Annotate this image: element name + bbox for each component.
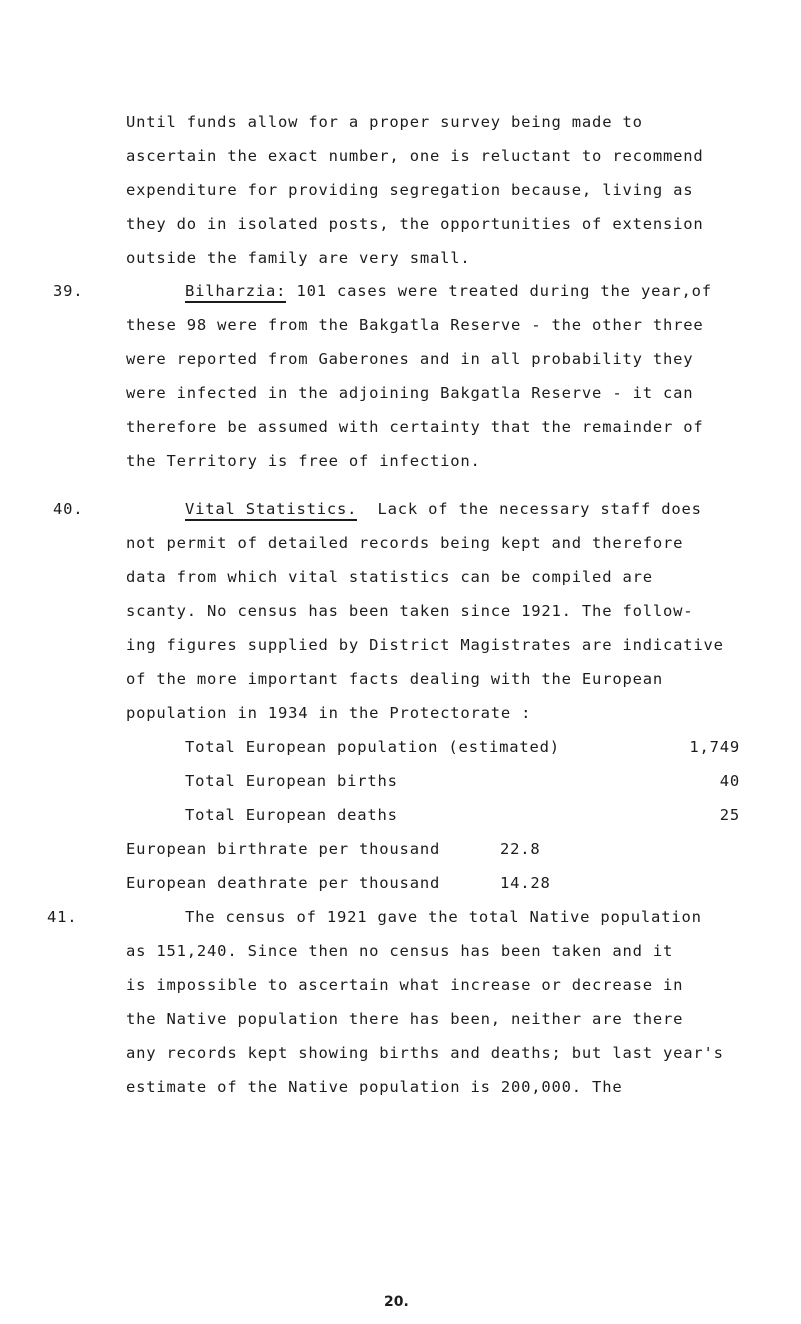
paragraph-number-39: 39. (53, 282, 84, 300)
para-40-line: of the more important facts dealing with the European (126, 670, 663, 688)
para-40-line: population in 1934 in the Protectorate : (126, 704, 532, 722)
para-40-line: data from which vital statistics can be compiled are (126, 568, 653, 586)
intro-line: Until funds allow for a proper survey being made to (126, 113, 643, 131)
stat-value: 1,749 (689, 738, 740, 756)
para-40-line: ing figures supplied by District Magistrates are indicative (126, 636, 724, 654)
stat-value: 25 (719, 806, 740, 824)
rate-value: 22.8 (500, 840, 541, 858)
intro-line: they do in isolated posts, the opportunities of extension (126, 215, 704, 233)
para-41-line: the Native population there has been, neither are there (126, 1010, 684, 1028)
paragraph-number-41: 41. (47, 908, 78, 926)
rate-label: European birthrate per thousand (126, 840, 441, 858)
stat-label: Total European population (estimated) (185, 738, 560, 756)
para-40-line: not permit of detailed records being kept and therefore (126, 534, 684, 552)
bilharzia-heading: Bilharzia: (185, 282, 286, 303)
rate-label: European deathrate per thousand (126, 874, 441, 892)
vital-statistics-heading: Vital Statistics. (185, 500, 357, 521)
para-40-line: scanty. No census has been taken since 1921. The follow- (126, 602, 694, 620)
intro-line: outside the family are very small. (126, 249, 471, 267)
para-39-first-line (185, 281, 712, 301)
intro-line: ascertain the exact number, one is reluctant to recommend (126, 147, 704, 165)
paragraph-number-40: 40. (53, 500, 84, 518)
para-41-line: estimate of the Native population is 200,000. The (126, 1078, 623, 1096)
stat-label: Total European births (185, 772, 398, 790)
rate-value: 14.28 (500, 874, 551, 892)
para-40-first-line (185, 499, 702, 519)
stat-label: Total European deaths (185, 806, 398, 824)
para-41-first-line: The census of 1921 gave the total Native population (185, 908, 702, 926)
para-39-line: were infected in the adjoining Bakgatla Reserve - it can (126, 384, 694, 402)
para-39-line: these 98 were from the Bakgatla Reserve - the other three (126, 316, 704, 334)
para-41-line: is impossible to ascertain what increase or decrease in (126, 976, 684, 994)
para-41-line: any records kept showing births and deaths; but last year's (126, 1044, 724, 1062)
para-39-line: the Territory is free of infection. (126, 452, 481, 470)
para-39-line: were reported from Gaberones and in all probability they (126, 350, 694, 368)
page-number: 20. (384, 1294, 409, 1310)
para-41-line: as 151,240. Since then no census has been taken and it (126, 942, 674, 960)
para-39-first-line-rest: 101 cases were treated during the year,of (286, 282, 712, 300)
para-39-line: therefore be assumed with certainty that the remainder of (126, 418, 704, 436)
intro-line: expenditure for providing segregation because, living as (126, 181, 694, 199)
stat-value: 40 (719, 772, 740, 790)
para-40-first-line-rest: Lack of the necessary staff does (357, 500, 702, 518)
